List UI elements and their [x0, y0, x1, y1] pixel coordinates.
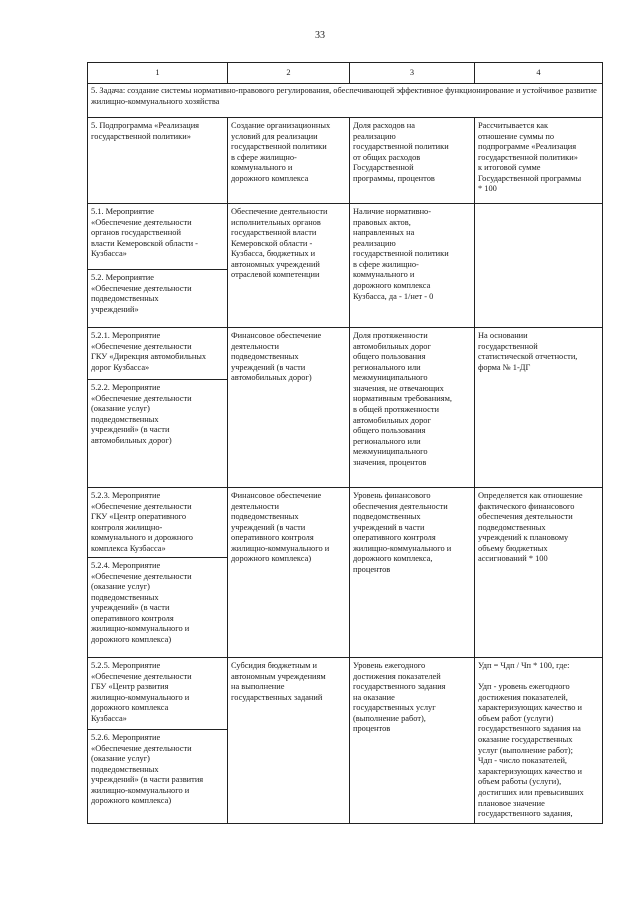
- row-5-2-3-col2: Финансовое обеспечение деятельности подведомственных учреждений (в части оперативного контроля жилищно-коммунального и дорожного комплекса): [231, 491, 330, 564]
- task-cell: 5. Задача: создание системы нормативно-правового регулирования, обеспечивающей эффективное функционирование и устойчивое развитие жилищно-коммунального хозяйства: [88, 84, 603, 118]
- row-5-2-1-col2: Финансовое обеспечение деятельности подведомственных учреждений (в части автомобильных дорог): [231, 331, 322, 383]
- header-cell-3: 3: [350, 63, 475, 84]
- row-5-1-col2: Обеспечение деятельности исполнительных органов государственной власти Кемеровской области - Кузбасса, бюджетных и автономных учреждений отраслевой компетенции: [231, 207, 328, 280]
- row-5-2-5-col1: 5.2.5. Мероприятие «Обеспечение деятельности ГБУ «Центр развития жилищно-коммунального и дорожного комплекса Кузбасса»: [91, 661, 192, 723]
- table-row: [88, 658, 603, 730]
- table-row: [88, 328, 603, 380]
- header-cell-2: 2: [228, 63, 350, 84]
- task-row: [88, 84, 603, 118]
- table-row: [88, 488, 603, 558]
- row-5-2-6-col1: 5.2.6. Мероприятие «Обеспечение деятельности (оказание услуг) подведомственных учреждений» (в части развития жилищно-коммунального и дорожного комплекса): [91, 733, 204, 806]
- row-5-2-5-col4: Удп = Чдп / Чп * 100, где: Удп - уровень ежегодного достижения показателей, характеризующих качество и объем работ (услуги) государственного задания на оказание государственных услуг (выполнение работ); Чдп - число показателей, характеризующих качество и объем работы (услуги), достигших или превысивших плановое значение государственного задания,: [478, 661, 584, 819]
- row-subprogram-col3: Доля расходов на реализацию государственной политики от общих расходов Государственной программы, процентов: [353, 121, 449, 183]
- row-subprogram-col1: 5. Подпрограмма «Реализация государственной политики»: [91, 121, 200, 141]
- row-subprogram-col2: Создание организационных условий для реализации государственной политики в сфере жилищно- коммунального и дорожного комплекса: [231, 121, 331, 183]
- row-5-2-3-col4: Определяется как отношение фактического финансового обеспечения деятельности подведомственных учреждений к плановому объему бюджетных ассигнований * 100: [478, 491, 583, 564]
- row-5-2-3-col3: Уровень финансового обеспечения деятельности подведомственных учреждений в части оперативного контроля жилищно-коммунального и дорожного комплекса, процентов: [353, 491, 452, 575]
- page-number: 33: [315, 30, 325, 41]
- row-5-2-1-col3: Доля протяженности автомобильных дорог общего пользования регионального или межмуниципального значения, не отвечающих нормативным требованиям, в общей протяженности автомобильных дорог общего пользования регионального или межмуниципального значения, процентов: [353, 331, 452, 467]
- table-header-row: [88, 63, 603, 84]
- table-row: [88, 118, 603, 204]
- row-subprogram-col4: Рассчитывается как отношение суммы по подпрограмме «Реализация государственной политики» к итоговой сумме Государственной программы * 100: [478, 121, 582, 194]
- row-5-2-2-col1: 5.2.2. Мероприятие «Обеспечение деятельности (оказание услуг) подведомственных учреждений» (в части автомобильных дорог): [91, 383, 192, 445]
- indicators-table: [87, 62, 603, 824]
- header-cell-4: 4: [475, 63, 603, 84]
- row-5-1-col3: Наличие нормативно- правовых актов, направленных на реализацию государственной политики в сфере жилищно- коммунального и дорожного комплекса Кузбасса, да - 1/нет - 0: [353, 207, 449, 301]
- row-5-2-1-col4: На основании государственной статистической отчетности, форма № 1-ДГ: [478, 331, 578, 372]
- row-5-2-5-col2: Субсидия бюджетным и автономным учреждениям на выполнение государственных заданий: [231, 661, 326, 702]
- table-row: [88, 204, 603, 270]
- row-5-2-3-col1: 5.2.3. Мероприятие «Обеспечение деятельности ГКУ «Центр оперативного контроля жилищно- коммунального и дорожного комплекса Кузбасса»: [91, 491, 193, 553]
- row-5-2-4-col1: 5.2.4. Мероприятие «Обеспечение деятельности (оказание услуг) подведомственных учреждений» (в части оперативного контроля жилищно-коммунального и дорожного комплекса): [91, 561, 192, 645]
- row-5-2-1-col1: 5.2.1. Мероприятие «Обеспечение деятельности ГКУ «Дирекция автомобильных дорог Кузбасса»: [91, 331, 207, 372]
- row-5-2-col1: 5.2. Мероприятие «Обеспечение деятельности подведомственных учреждений»: [91, 273, 192, 314]
- row-5-2-5-col3: Уровень ежегодного достижения показателей государственного задания на оказание государственных услуг (выполнение работ), процентов: [353, 661, 446, 734]
- header-cell-1: 1: [88, 63, 228, 84]
- row-5-1-col1: 5.1. Мероприятие «Обеспечение деятельности органов государственной власти Кемеровской области - Кузбасса»: [91, 207, 198, 259]
